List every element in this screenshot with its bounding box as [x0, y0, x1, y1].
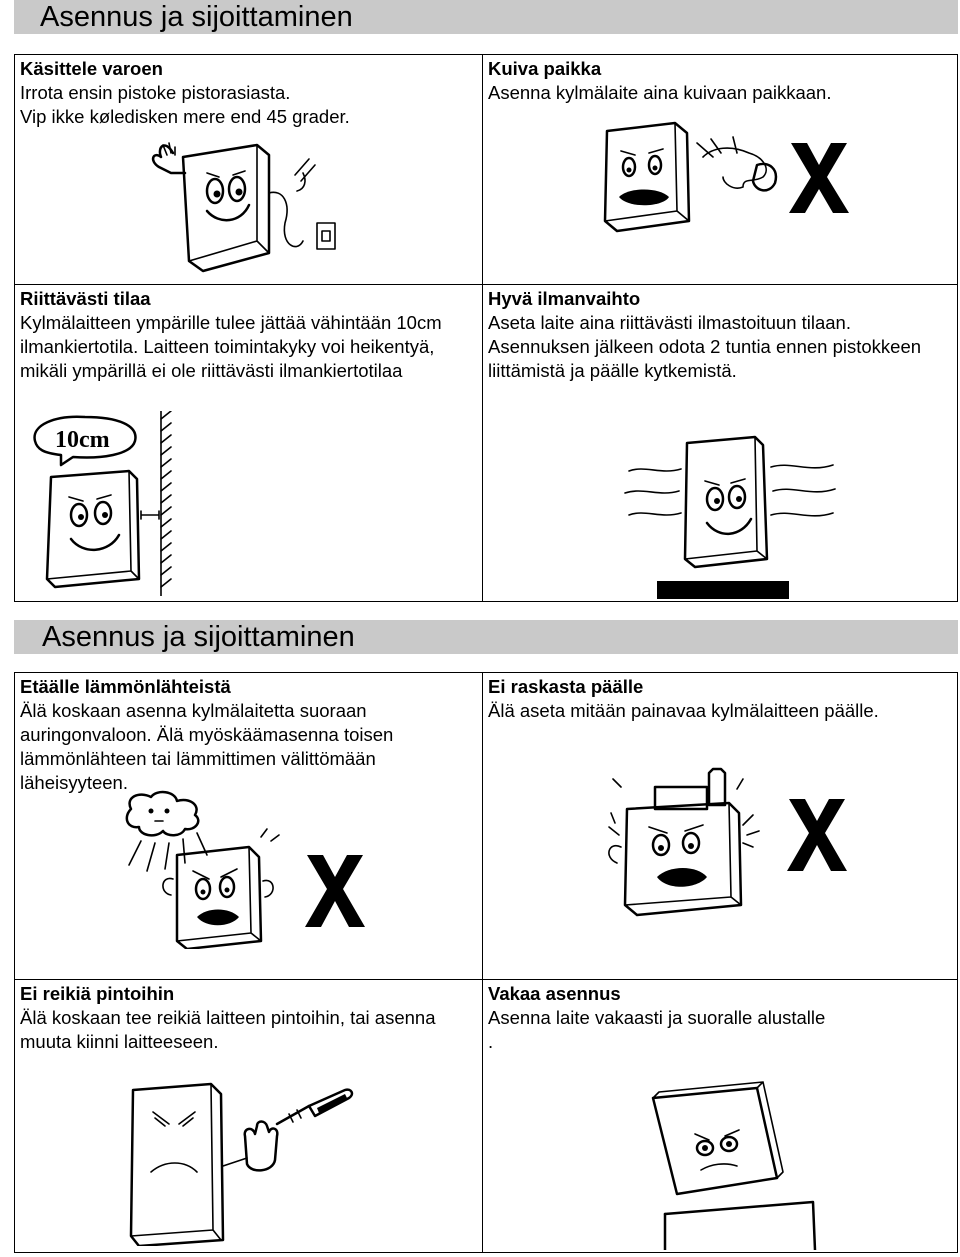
cell-heading: Riittävästi tilaa	[20, 288, 151, 309]
instruction-grid	[14, 54, 958, 602]
cell-text: Asenna laite vakaasti ja suoralle alustalle	[488, 1007, 826, 1028]
cell-text: .	[488, 1031, 494, 1052]
cell-handle-carefully	[15, 55, 482, 284]
cell-heading: Ei reikiä pintoihin	[20, 983, 175, 1004]
cell-text: Kylmälaitteen ympärille tulee jättää vähintään 10cm ilmankiertotila. Laitteen toimintakyky voi heikentyä, mikäli ympärillä ei ole riittävästi ilmankiertotilaa	[20, 312, 442, 381]
cell-heading: Käsittele varoen	[20, 58, 163, 79]
cell-dry-place	[482, 55, 958, 284]
cell-heading: Ei raskasta päälle	[488, 676, 644, 697]
cell-no-holes	[15, 979, 482, 1252]
cell-heading: Hyvä ilmanvaihto	[488, 288, 641, 309]
instruction-grid	[14, 672, 958, 1253]
fridge-heat-warning-icon	[111, 789, 381, 949]
fridge-clearance-icon	[25, 411, 185, 596]
cell-text: Älä koskaan asenna kylmälaitetta suoraan auringonvaloon. Älä myöskäämasenna toisen lämmönlähteen tai lämmittimen välittömään läheisyyteen.	[20, 700, 394, 793]
fridge-level-surface-icon	[645, 1078, 825, 1250]
section-header-band	[14, 0, 958, 34]
cell-stable-installation	[482, 979, 958, 1252]
cell-heading: Vakaa asennus	[488, 983, 621, 1004]
cell-away-from-heat	[15, 673, 482, 979]
section-title: Asennus ja sijoittaminen	[40, 1, 353, 33]
fridge-water-warning-icon	[593, 117, 873, 247]
cell-text: Asenna kylmälaite aina kuivaan paikkaan.	[488, 82, 832, 103]
fridge-weight-warning-icon	[593, 765, 873, 925]
cell-heading: Kuiva paikka	[488, 58, 602, 79]
cell-good-ventilation	[482, 284, 958, 601]
cell-heading: Etäälle lämmönlähteistä	[20, 676, 231, 697]
cell-enough-space	[15, 284, 482, 601]
fridge-drilling-warning-icon	[125, 1076, 385, 1246]
cell-text: Irrota ensin pistoke pistorasiasta.	[20, 82, 291, 103]
cell-text: Älä aseta mitään painavaa kylmälaitteen päälle.	[488, 700, 879, 721]
clearance-label: 10cm	[55, 427, 110, 453]
cell-text: Aseta laite aina riittävästi ilmastoituun tilaan. Asennuksen jälkeen odota 2 tuntia ennen pistokkeen liittämistä ja päälle kytkemistä.	[488, 312, 922, 381]
cell-text: Vip ikke køledisken mere end 45 grader.	[20, 106, 350, 127]
fridge-ventilation-icon	[623, 431, 853, 601]
cell-nothing-heavy-on-top	[482, 673, 958, 979]
cell-text: Älä koskaan tee reikiä laitteen pintoihin, tai asenna muuta kiinni laitteeseen.	[20, 1007, 436, 1052]
fridge-handling-icon	[145, 133, 345, 281]
section-title: Asennus ja sijoittaminen	[42, 621, 355, 653]
section-header-band	[14, 620, 958, 654]
